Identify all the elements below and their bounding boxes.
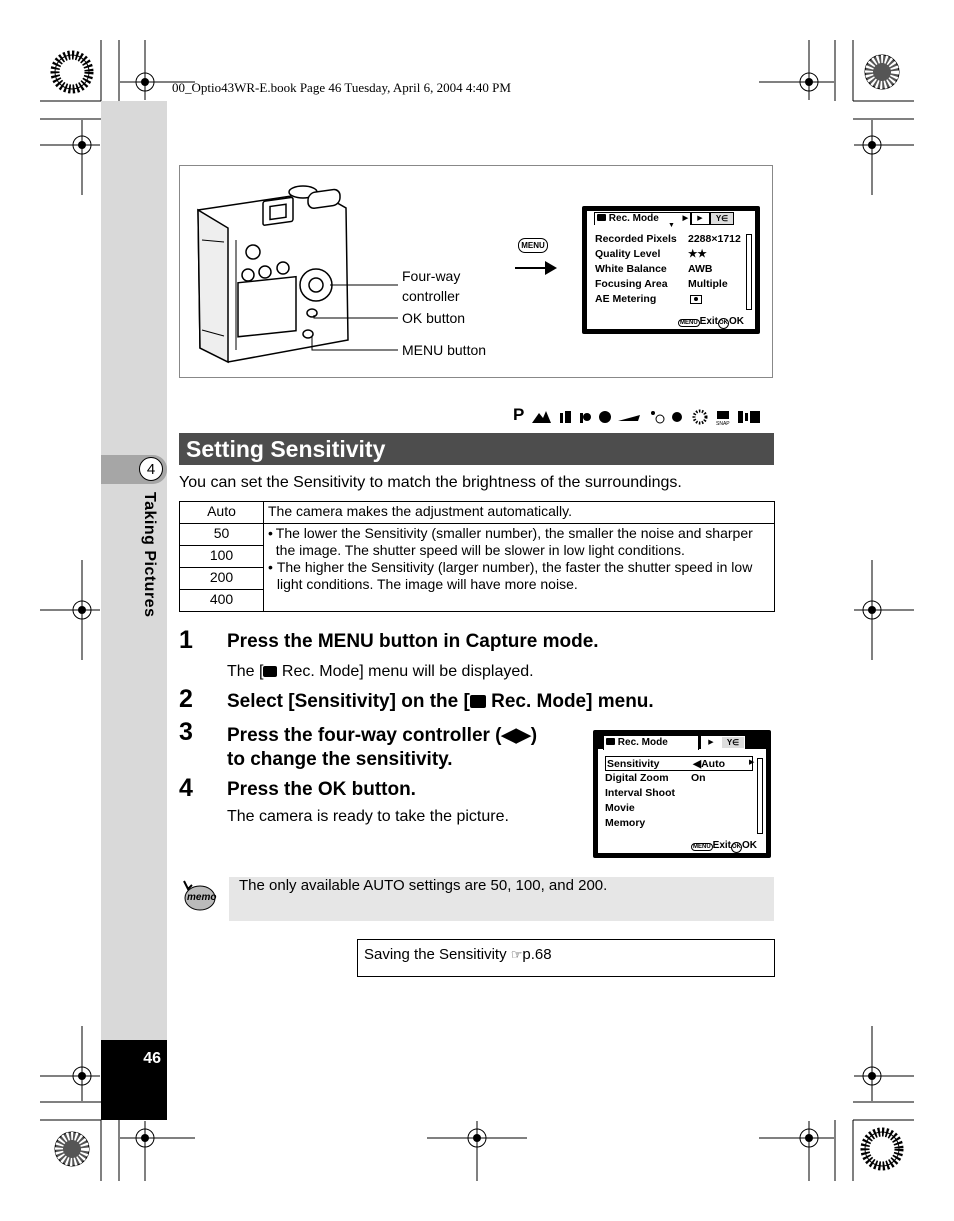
menu-row-value: AWB bbox=[688, 263, 713, 275]
bullet-higher: The higher the Sensitivity (larger number), the faster the shutter speed in low light conditions. The image will have more noise. bbox=[276, 559, 753, 592]
menu-row[interactable] bbox=[595, 247, 741, 262]
menu-row-label: Memory bbox=[605, 817, 646, 829]
step-3-text: Press the four-way controller (◀▶) to change the sensitivity. bbox=[227, 725, 538, 770]
step-1-number: 1 bbox=[179, 626, 193, 654]
screen1-footer: MENU ExitOKOK bbox=[680, 316, 745, 327]
screen1-scrollbar bbox=[746, 234, 752, 310]
camera-icon bbox=[470, 695, 486, 708]
right-arrow-icon bbox=[515, 258, 559, 278]
playback-tab-icon: ▶ bbox=[690, 212, 710, 225]
menu-row-label: AE Metering bbox=[595, 293, 657, 305]
step-1-sub: The [ Rec. Mode] menu will be displayed. bbox=[227, 663, 534, 680]
callout-lines bbox=[300, 270, 400, 360]
camera-icon bbox=[606, 738, 615, 745]
camera-icon bbox=[597, 214, 606, 221]
menu-row-label: Sensitivity bbox=[607, 758, 660, 770]
table-row bbox=[180, 502, 775, 524]
step-4-sub: The camera is ready to take the picture. bbox=[227, 808, 509, 825]
screen1-menu-list bbox=[595, 232, 741, 307]
menu-button-icon: MENU bbox=[518, 238, 548, 253]
menu-row[interactable] bbox=[605, 816, 753, 831]
table-cell: 50 bbox=[180, 524, 264, 546]
menu-row[interactable] bbox=[595, 277, 741, 292]
rec-mode-screen-2 bbox=[593, 730, 771, 858]
rec-mode-screen-1 bbox=[582, 206, 760, 334]
program-mode-icon: P bbox=[513, 405, 525, 424]
step-4-number: 4 bbox=[179, 774, 193, 802]
scene-mode-icons bbox=[530, 407, 770, 427]
table-cell: 400 bbox=[180, 590, 264, 612]
menu-row-label: Digital Zoom bbox=[605, 772, 669, 784]
print-header: 00_Optio43WR-E.book Page 46 Tuesday, April 6, 2004 4:40 PM bbox=[172, 80, 511, 95]
down-arrow-icon: ▼ bbox=[668, 222, 675, 229]
pointing-hand-icon: ☞ bbox=[510, 947, 523, 962]
menu-row-label: Recorded Pixels bbox=[595, 233, 677, 245]
table-cell: The camera makes the adjustment automatically. bbox=[264, 502, 775, 524]
menu-row-label: Movie bbox=[605, 802, 635, 814]
bullet-lower: The lower the Sensitivity (smaller number), the smaller the noise and sharper the image. The shutter speed will be slower in low light conditions. bbox=[275, 525, 753, 558]
memo-icon-label: memo bbox=[187, 892, 217, 903]
reference-link[interactable]: p.68 bbox=[522, 946, 552, 963]
menu-row[interactable] bbox=[595, 232, 741, 247]
menu-row[interactable] bbox=[605, 786, 753, 801]
menu-row-value: Multiple bbox=[688, 278, 728, 290]
section-title: Setting Sensitivity bbox=[186, 436, 386, 462]
table-cell: Auto bbox=[180, 502, 264, 524]
chapter-title: Taking Pictures bbox=[141, 492, 158, 618]
menu-row[interactable] bbox=[595, 262, 741, 277]
menu-row[interactable] bbox=[605, 771, 753, 786]
step-4-text: Press the OK button. bbox=[227, 779, 416, 800]
menu-row-label: Focusing Area bbox=[595, 278, 668, 290]
menu-row-label: Interval Shoot bbox=[605, 787, 676, 799]
menu-row[interactable] bbox=[595, 292, 741, 307]
camera-icon bbox=[263, 666, 277, 677]
memo-text: The only available AUTO settings are 50, 100, and 200. bbox=[239, 877, 608, 894]
tab-arrow-icon: ▶ bbox=[682, 215, 688, 222]
four-way-callout: Four-way controller bbox=[402, 268, 461, 304]
mode-icons-row bbox=[513, 405, 524, 427]
reference-text: Saving the Sensitivity ☞p.68 bbox=[364, 946, 552, 963]
menu-row-label: Quality Level bbox=[595, 248, 661, 260]
menu-row-value: 2288×1712 bbox=[688, 233, 741, 245]
setup-tab-icon: Y∈ bbox=[710, 212, 734, 225]
ok-badge-icon: OK bbox=[731, 842, 742, 853]
menu-row-value: ◀Auto bbox=[693, 758, 725, 770]
sensitivity-table bbox=[179, 501, 775, 612]
screen2-scrollbar bbox=[757, 758, 763, 834]
step-2-text: Select [Sensitivity] on the [ Rec. Mode] menu. bbox=[227, 691, 654, 712]
menu-badge-icon: MENU bbox=[693, 844, 711, 850]
menu-row[interactable] bbox=[605, 801, 753, 816]
table-row bbox=[180, 524, 775, 546]
screen2-tab: Rec. Mode bbox=[603, 735, 699, 750]
playback-tab-icon: ▶ bbox=[701, 736, 721, 749]
chapter-number: 4 bbox=[139, 457, 163, 481]
menu-row-value: On bbox=[691, 772, 706, 784]
menu-row[interactable] bbox=[605, 756, 753, 771]
setup-tab-icon: Y∈ bbox=[721, 736, 745, 749]
page-number: 46 bbox=[143, 1050, 161, 1067]
menu-row-label: White Balance bbox=[595, 263, 667, 275]
table-cell: 100 bbox=[180, 546, 264, 568]
step-2-number: 2 bbox=[179, 685, 193, 713]
screen2-footer: MENU ExitOKOK bbox=[693, 840, 758, 851]
ok-badge-icon: OK bbox=[718, 318, 729, 329]
right-arrow-icon: ▶ bbox=[749, 759, 755, 766]
screen1-tab: Rec. Mode ▶ bbox=[594, 212, 692, 225]
step-3-number: 3 bbox=[179, 718, 193, 746]
table-cell: • The lower the Sensitivity (smaller number), the smaller the noise and sharper the image. The shutter speed will be slower in low light conditions. • The higher the Sensitivity (larger number), the faster the shutter speed in low light conditions. The image will have more noise. bbox=[264, 524, 775, 612]
metering-icon bbox=[690, 295, 702, 304]
intro-text: You can set the Sensitivity to match the brightness of the surroundings. bbox=[179, 474, 682, 491]
step-1-text: Press the MENU button in Capture mode. bbox=[227, 631, 599, 652]
menu-button-callout: MENU button bbox=[402, 342, 487, 358]
menu-badge-icon: MENU bbox=[680, 320, 698, 326]
svg-text:SNAP: SNAP bbox=[716, 421, 730, 427]
screen2-menu-list bbox=[605, 756, 753, 831]
ok-button-callout: OK button bbox=[402, 310, 466, 326]
menu-row-value: ★★ bbox=[688, 248, 707, 260]
table-cell: 200 bbox=[180, 568, 264, 590]
